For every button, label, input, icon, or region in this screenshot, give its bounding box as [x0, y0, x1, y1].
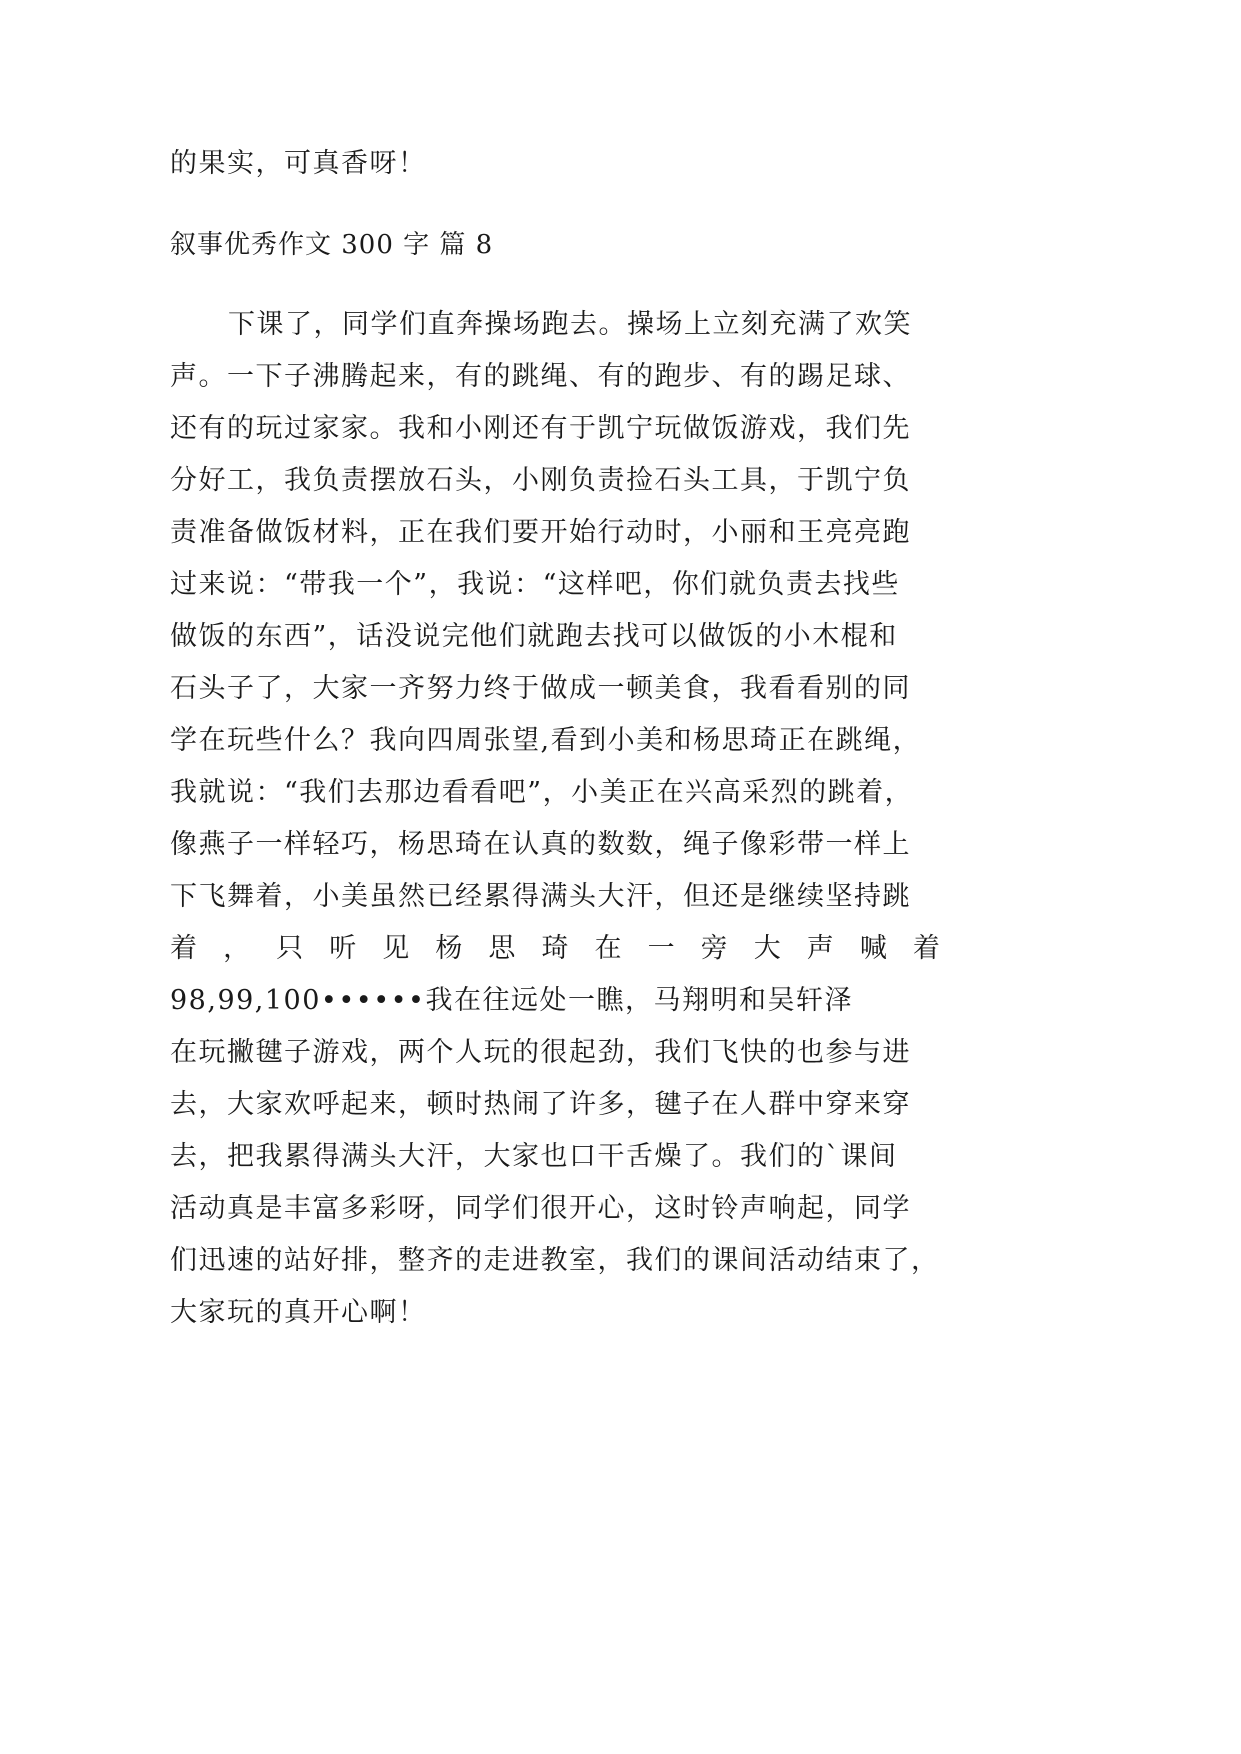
body-line: 分好工，我负责摆放石头，小刚负责捡石头工具，于凯宁负	[170, 465, 911, 496]
body-char: 见	[382, 933, 410, 964]
body-char: 着	[170, 933, 197, 964]
body-line: 去，大家欢呼起来，顿时热闹了许多，毽子在人群中穿来穿	[170, 1089, 911, 1120]
body-line: 还有的玩过家家。我和小刚还有于凯宁玩做饭游戏，我们先	[170, 413, 911, 444]
body-char: 旁	[700, 933, 728, 964]
body-line: 石头子了，大家一齐努力终于做成一顿美食，我看看别的同	[170, 673, 911, 704]
body-line: 做饭的东西”，话没说完他们就跑去找可以做饭的小木棍和	[170, 621, 898, 652]
body-line: 过来说：“带我一个”，我说：“这样吧，你们就负责去找些	[170, 569, 900, 600]
body-line: 们迅速的站好排，整齐的走进教室，我们的课间活动结束了，	[170, 1245, 940, 1276]
body-char: 琦	[541, 933, 569, 964]
body-line: 大家玩的真开心啊！	[170, 1297, 427, 1328]
body-line: 下飞舞着，小美虽然已经累得满头大汗，但还是继续坚持跳	[170, 881, 911, 912]
body-char: 思	[488, 933, 516, 964]
body-line: 98,99,100••••••我在往远处一瞧，马翔明和吴轩泽	[170, 985, 853, 1016]
body-char: 一	[647, 933, 675, 964]
body-char: 只	[276, 933, 304, 964]
body-line: 去，把我累得满头大汗，大家也口干舌燥了。我们的`课间	[170, 1141, 898, 1172]
body-line: 像燕子一样轻巧，杨思琦在认真的数数，绳子像彩带一样上	[170, 829, 911, 860]
body-line: 声。一下子沸腾起来，有的跳绳、有的跑步、有的踢足球、	[170, 361, 911, 392]
body-line: 我就说：“我们去那边看看吧”，小美正在兴高采烈的跳着，	[170, 777, 914, 808]
body-char: 大	[753, 933, 781, 964]
body-char: 听	[329, 933, 357, 964]
section-heading: 叙事优秀作文 300 字 篇 8	[170, 230, 494, 260]
body-line: 活动真是丰富多彩呀，同学们很开心，这时铃声响起，同学	[170, 1193, 911, 1224]
body-char: 声	[806, 933, 834, 964]
body-char: ，	[223, 933, 251, 964]
body-char: 着	[912, 933, 940, 964]
body-char: 杨	[435, 933, 463, 964]
body-line: 学在玩些什么？我向四周张望,看到小美和杨思琦正在跳绳，	[170, 725, 922, 756]
body-char: 在	[594, 933, 622, 964]
body-line: 责准备做饭材料，正在我们要开始行动时，小丽和王亮亮跑	[170, 517, 911, 548]
body-line: 下课了，同学们直奔操场跑去。操场上立刻充满了欢笑	[228, 309, 912, 340]
body-line-spread	[170, 933, 940, 965]
body-line: 在玩撇毽子游戏，两个人玩的很起劲，我们飞快的也参与进	[170, 1037, 911, 1068]
body-char: 喊	[859, 933, 887, 964]
previous-paragraph-tail: 的果实，可真香呀！	[170, 148, 427, 179]
